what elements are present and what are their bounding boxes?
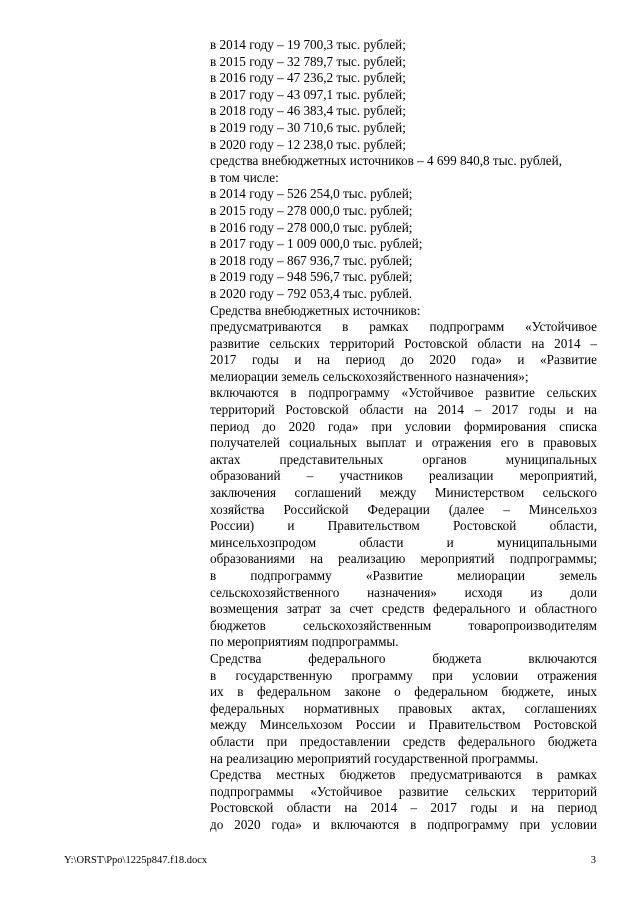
text-line: хозяйства Российской Федерации (далее – Минсельхоз [210,501,597,517]
text-line: образований – участников реализации мероприятий, [210,468,597,484]
text-line: возмещения затрат за счет средств федерального и областного [210,601,597,617]
text-line: в том числе: [210,169,279,185]
text-line: Средства внебюджетных источников: [210,302,421,318]
text-line: подпрограммы «Устойчивое развитие сельских территорий [210,783,597,799]
text-line: в государственную программу при условии отражения [210,667,597,683]
text-line: сельскохозяйственного назначения» исходя из доли [210,584,597,600]
text-line: территорий Ростовской области на 2014 – 2017 годы и на [210,402,597,418]
text-line: в 2017 году – 43 097,1 тыс. рублей; [210,86,406,102]
text-line: России) и Правительством Ростовской области, [210,518,597,534]
footer-file-path: Y:\ORST\Ppo\1225p847.f18.docx [64,855,208,866]
text-line: в 2016 году – 278 000,0 тыс. рублей; [210,219,413,235]
text-line: на реализацию мероприятий государственной программы. [210,750,539,766]
text-line: получателей социальных выплат и отражения его в правовых [210,435,597,451]
text-line: области при предоставлении средств федерального бюджета [210,733,597,749]
text-line: включаются в подпрограмму «Устойчивое развитие сельских [210,385,597,401]
text-line: минсельхозпродом области и муниципальными [210,534,597,550]
text-line: Ростовской области на 2014 – 2017 годы и на период [210,800,597,816]
text-line: бюджетов сельскохозяйственным товаропроизводителям [210,617,597,633]
text-line: в 2017 году – 1 009 000,0 тыс. рублей; [210,236,423,252]
text-line: 2017 годы и на период до 2020 года» и «Развитие [210,352,597,368]
text-line: развитие сельских территорий Ростовской области на 2014 – [210,335,597,351]
text-line: в 2015 году – 278 000,0 тыс. рублей; [210,202,413,218]
text-line: в 2016 году – 47 236,2 тыс. рублей; [210,70,406,86]
text-line: федеральных нормативных правовых актах, соглашениях [210,700,597,716]
text-line: актах представительных органов муниципальных [210,451,597,467]
text-line: в 2015 году – 32 789,7 тыс. рублей; [210,53,406,69]
text-line: в 2020 году – 792 053,4 тыс. рублей. [210,285,413,301]
text-line: мелиорации земель сельскохозяйственного назначения»; [210,368,529,384]
text-line: Средства местных бюджетов предусматриваются в рамках [210,767,597,783]
text-line: между Минсельхозом России и Правительством Ростовской [210,717,597,733]
text-line: в 2019 году – 30 710,6 тыс. рублей; [210,119,406,135]
text-line: в 2018 году – 46 383,4 тыс. рублей; [210,103,406,119]
text-line: в подпрограмму «Развитие мелиорации земель [210,568,597,583]
text-line: средства внебюджетных источников – 4 699 840,8 тыс. рублей, [210,153,563,169]
text-line: образованиями на реализацию мероприятий подпрограммы; [210,551,597,567]
text-line: их в федеральном законе о федеральном бюджете, иных [210,684,597,700]
text-line: в 2014 году – 526 254,0 тыс. рублей; [210,186,413,202]
page-number: 3 [590,855,596,866]
text-line: заключения соглашений между Министерством сельского [210,485,597,501]
text-line: в 2018 году – 867 936,7 тыс. рублей; [210,252,413,268]
text-line: до 2020 года» и включаются в подпрограмму при условии [210,816,597,832]
text-line: период до 2020 года» при условии формирования списка [210,418,597,434]
text-line: Средства федерального бюджета включаются [210,650,597,666]
text-line: в 2020 году – 12 238,0 тыс. рублей; [210,136,406,152]
text-line: предусматриваются в рамках подпрограмм «Устойчивое [210,319,597,335]
text-line: по мероприятиям подпрограммы. [210,634,399,650]
body-text-column [210,37,597,834]
text-line: в 2014 году – 19 700,3 тыс. рублей; [210,37,406,52]
text-line: в 2019 году – 948 596,7 тыс. рублей; [210,269,413,285]
